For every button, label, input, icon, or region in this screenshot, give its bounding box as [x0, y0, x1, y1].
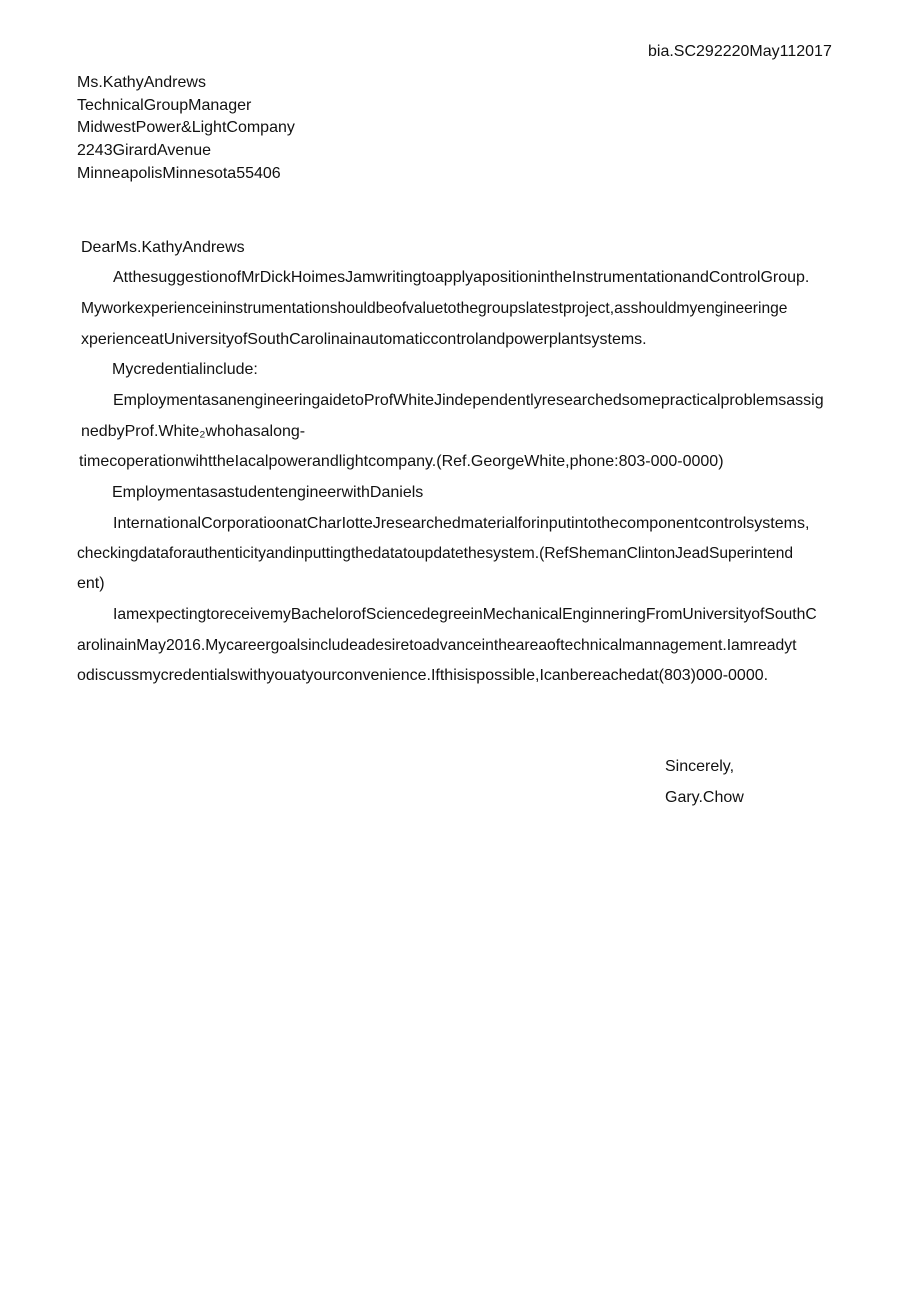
- recipient-name: Ms.KathyAndrews: [77, 74, 206, 91]
- reference-number: bia.SC292220May112017: [648, 43, 832, 60]
- recipient-city: MinneapolisMinnesota55406: [77, 164, 281, 182]
- body-line: Myworkexperienceininstrumentationshouldbeofvaluetothegroupslatestproject,asshouldmyengineeringe: [81, 300, 788, 317]
- body-line: EmploymentasanengineeringaidetoProfWhiteJindependentlyresearchedsomepracticalproblemsassig: [113, 392, 824, 409]
- salutation: DearMs.KathyAndrews: [81, 239, 245, 256]
- recipient-address: [77, 72, 295, 186]
- recipient-title: TechnicalGroupManager: [77, 96, 252, 114]
- body-line: InternationalCorporatioonatCharIotteJresearchedmaterialforinputintothecomponentcontrolsystems,: [113, 515, 810, 532]
- body-line: arolinainMay2016.Mycareergoalsincludeadesiretoadvanceintheareaoftechnicalmannagement.Iamreadyt: [77, 637, 797, 654]
- body-line: AtthesuggestionofMrDickHoimesJamwritingtoapplyapositionintheInstrumentationandControlGroup.: [113, 269, 810, 286]
- body-line: IamexpectingtoreceivemyBachelorofSciencedegreeinMechanicalEnginneringFromUniversityofSouthC: [113, 606, 817, 623]
- body-line: odiscussmycredentialswithyouatyourconvenience.Ifthisispossible,Icanbereachedat(803)000-0000.: [77, 667, 769, 684]
- body-line: timecoperationwihttheIacalpowerandlightcompany.(Ref.GeorgeWhite,phone:803-000-0000): [79, 453, 724, 470]
- body-line: EmploymentasastudentengineerwithDaniels: [112, 484, 424, 501]
- recipient-street: 2243GirardAvenue: [77, 142, 212, 160]
- closing: Sincerely,: [665, 758, 735, 775]
- signature: Gary.Chow: [665, 789, 744, 806]
- recipient-company: MidwestPower&LightCompany: [77, 119, 295, 137]
- body-line: nedbyProf.White₂whohasalong-: [81, 423, 306, 440]
- body-line: ent): [77, 575, 105, 592]
- body-line: xperienceatUniversityofSouthCarolinainautomaticcontrolandpowerplantsystems.: [81, 331, 647, 348]
- body-line: checkingdataforauthenticityandinputtingthedatatoupdatethesystem.(RefShemanClintonJeadSuperintend: [77, 545, 794, 562]
- body-line: Mycredentialinclude:: [112, 361, 258, 378]
